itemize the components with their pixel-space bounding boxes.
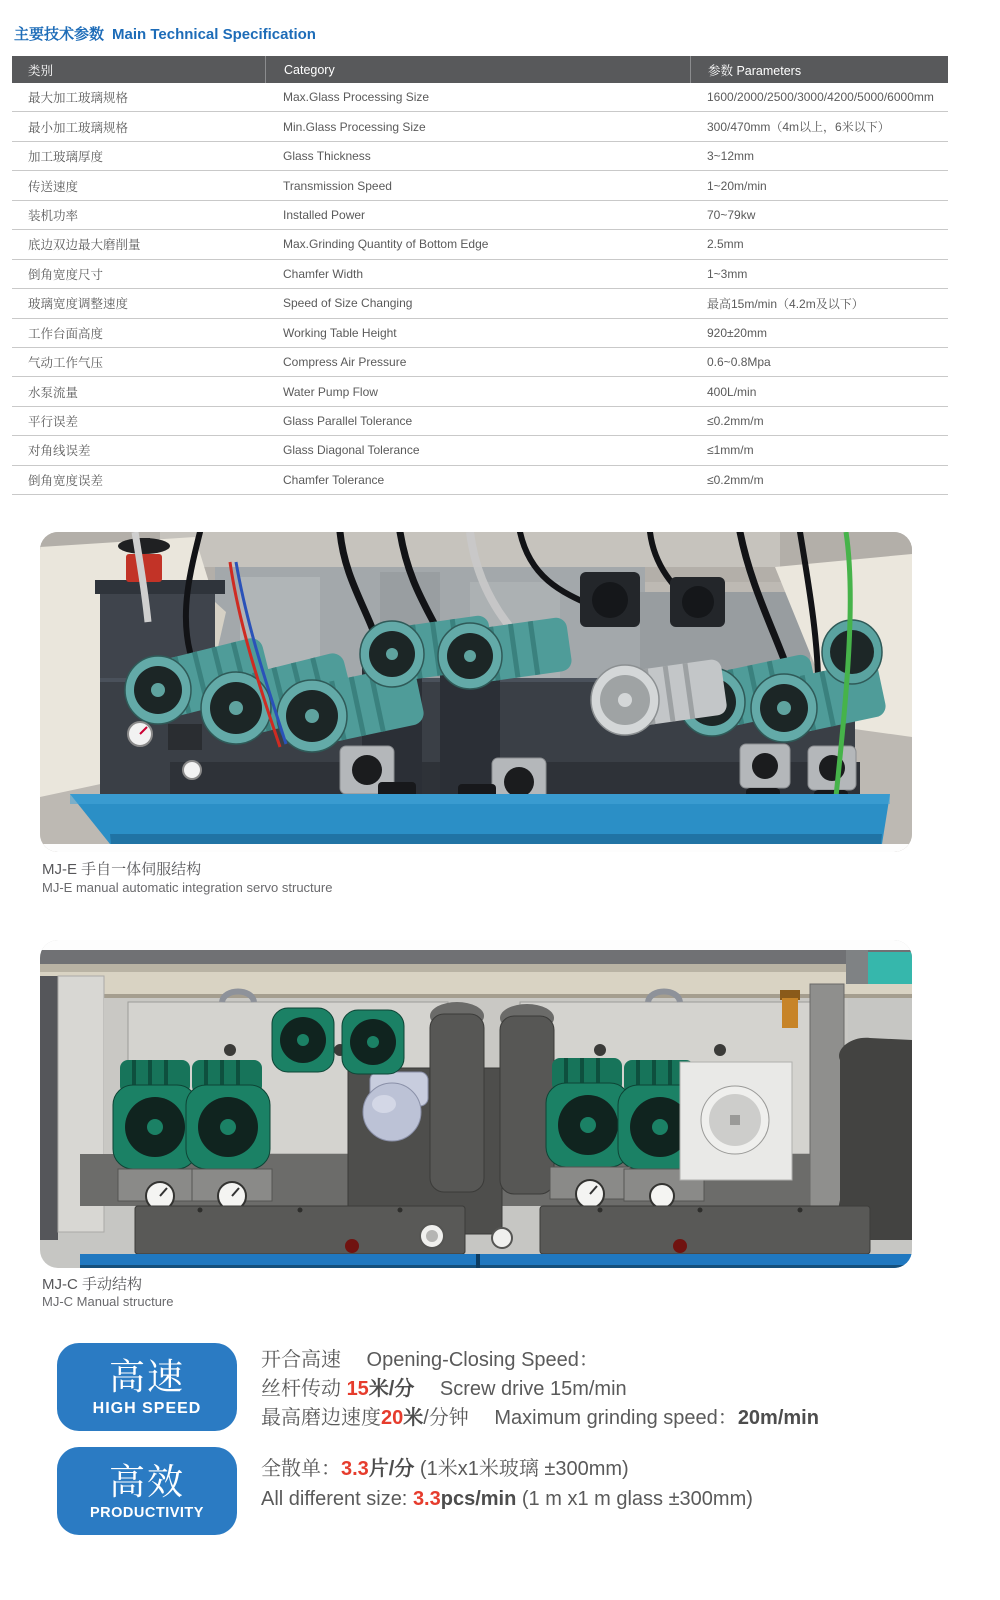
table-row [12, 436, 948, 465]
cell-value: 400L/min [707, 384, 757, 399]
cell-en: Water Pump Flow [283, 384, 378, 399]
header-cell-parameters: 参数 Parameters [690, 56, 948, 83]
mj-c-render-illustration [40, 940, 912, 1268]
table-row [12, 142, 948, 171]
mj-c-render [40, 940, 912, 1268]
table-row [12, 171, 948, 200]
cell-en: Speed of Size Changing [283, 296, 413, 311]
feature-text-segment: 15 [346, 1378, 369, 1400]
cell-value: 2.5mm [707, 237, 744, 252]
cell-zh: 玻璃宽度调整速度 [28, 297, 129, 312]
table-header-row [12, 56, 948, 83]
cell-en: Transmission Speed [283, 178, 392, 193]
cell-zh: 传送速度 [28, 179, 79, 194]
cell-zh: 对角线误差 [28, 444, 91, 459]
table-row [12, 407, 948, 436]
cell-value: 0.6~0.8Mpa [707, 355, 771, 370]
cell-en: Glass Parallel Tolerance [283, 414, 413, 429]
dark-motor-cylinder [430, 1014, 484, 1192]
cell-en: Glass Diagonal Tolerance [283, 443, 420, 458]
feature-text-line [261, 1404, 819, 1433]
feature-text-segment: 米 [403, 1407, 424, 1429]
table-row [12, 377, 948, 406]
orange-valve [782, 998, 798, 1028]
mj-e-photo [40, 532, 912, 852]
feature-text-segment: (1 m x1 m glass ±300mm) [516, 1488, 753, 1510]
lavender-motor [363, 1083, 421, 1141]
page-title-en: Main Technical Specification [112, 26, 316, 43]
table-row [12, 289, 948, 318]
cell-value: 1600/2000/2500/3000/4200/5000/6000mm [707, 90, 934, 105]
cell-zh: 水泵流量 [28, 385, 79, 400]
feature-text-segment: 最高磨边速度 [261, 1407, 381, 1429]
feature-text-line [261, 1346, 819, 1375]
feature-text-segment: /分钟 Maximum grinding speed： [423, 1407, 738, 1429]
feature-text-segment: 开合高速 Opening-Closing Speed： [261, 1349, 599, 1371]
spec-table-body [12, 83, 948, 495]
table-row [12, 201, 948, 230]
feature-text-productivity [261, 1454, 753, 1514]
feature-text-line [261, 1454, 753, 1484]
cell-value: 70~79kw [707, 207, 756, 222]
mj-e-photo-illustration [40, 532, 912, 852]
feature-text-segment: pcs/min [440, 1488, 517, 1510]
cell-zh: 工作台面高度 [28, 326, 104, 341]
table-row [12, 260, 948, 289]
cell-zh: 气动工作气压 [28, 356, 104, 371]
cell-value: 最高15m/min（4.2m及以下） [707, 296, 864, 311]
table-row [12, 83, 948, 112]
feature-text-segment: 20 [381, 1407, 404, 1429]
cell-zh: 底边双边最大磨削量 [28, 238, 141, 253]
feature-text-segment: 片/分 [368, 1458, 415, 1480]
page-title-zh: 主要技术参数 [14, 26, 105, 43]
cell-zh: 倒角宽度误差 [28, 473, 104, 488]
cell-zh: 平行误差 [28, 415, 79, 430]
cell-value: 300/470mm（4m以上，6米以下） [707, 120, 890, 135]
table-row [12, 319, 948, 348]
cell-en: Max.Grinding Quantity of Bottom Edge [283, 237, 489, 252]
table-row [12, 466, 948, 495]
cell-value: 3~12mm [707, 149, 755, 164]
spec-table [12, 56, 948, 495]
cell-value: ≤1mm/m [707, 443, 754, 458]
header-cell-category-zh: 类别 [28, 63, 54, 78]
cell-en: Min.Glass Processing Size [283, 119, 426, 134]
header-cell-category-en: Category [265, 56, 690, 83]
cell-value: 1~20m/min [707, 178, 767, 193]
cell-zh: 最大加工玻璃规格 [28, 91, 129, 106]
figure-caption-mj-e-en: MJ-E manual automatic integration servo structure [42, 880, 333, 895]
table-row [12, 112, 948, 141]
badge-high-speed-zh: 高速 [108, 1355, 185, 1397]
cell-zh: 加工玻璃厚度 [28, 150, 104, 165]
table-row [12, 348, 948, 377]
badge-productivity [57, 1447, 237, 1535]
figure-caption-mj-e-zh: MJ-E 手自一体伺服结构 [42, 861, 202, 878]
cell-zh: 最小加工玻璃规格 [28, 120, 129, 135]
badge-productivity-en: PRODUCTIVITY [90, 1504, 204, 1521]
feature-text-high-speed [261, 1346, 819, 1433]
cell-value: 1~3mm [707, 266, 748, 281]
badge-high-speed [57, 1343, 237, 1431]
cell-en: Chamfer Width [283, 266, 364, 281]
feature-text-segment: 20m/min [737, 1407, 819, 1429]
cell-value: ≤0.2mm/m [707, 472, 764, 487]
cell-en: Max.Glass Processing Size [283, 90, 430, 105]
table-row [12, 230, 948, 259]
feature-text-segment: 米/分 [368, 1378, 415, 1400]
feature-text-segment: 丝杆传动 [261, 1378, 347, 1400]
feature-text-segment: 3.3 [341, 1458, 369, 1480]
feature-text-segment: 全散单： [261, 1458, 341, 1480]
feature-text-segment: Screw drive 15m/min [414, 1378, 627, 1400]
cell-en: Installed Power [283, 207, 366, 222]
feature-text-segment: (1米x1米玻璃 ±300mm) [414, 1458, 629, 1480]
cell-value: ≤0.2mm/m [707, 414, 764, 429]
page-title [14, 23, 316, 44]
teal-accent [868, 952, 912, 984]
cell-en: Working Table Height [283, 325, 397, 340]
cell-zh: 倒角宽度尺寸 [28, 267, 104, 282]
cell-en: Compress Air Pressure [283, 355, 407, 370]
feature-text-line [261, 1375, 819, 1404]
cell-value: 920±20mm [707, 325, 767, 340]
figure-caption-mj-c-zh: MJ-C 手动结构 [42, 1276, 142, 1293]
feature-text-segment: 3.3 [412, 1488, 441, 1510]
badge-productivity-zh: 高效 [108, 1460, 185, 1502]
feature-text-line [261, 1484, 753, 1514]
cell-en: Chamfer Tolerance [283, 472, 385, 487]
figure-caption-mj-c-en: MJ-C Manual structure [42, 1294, 174, 1309]
cell-zh: 装机功率 [28, 208, 79, 223]
feature-text-segment: All different size: [261, 1488, 413, 1510]
cell-en: Glass Thickness [283, 149, 371, 164]
badge-high-speed-en: HIGH SPEED [92, 1399, 202, 1417]
